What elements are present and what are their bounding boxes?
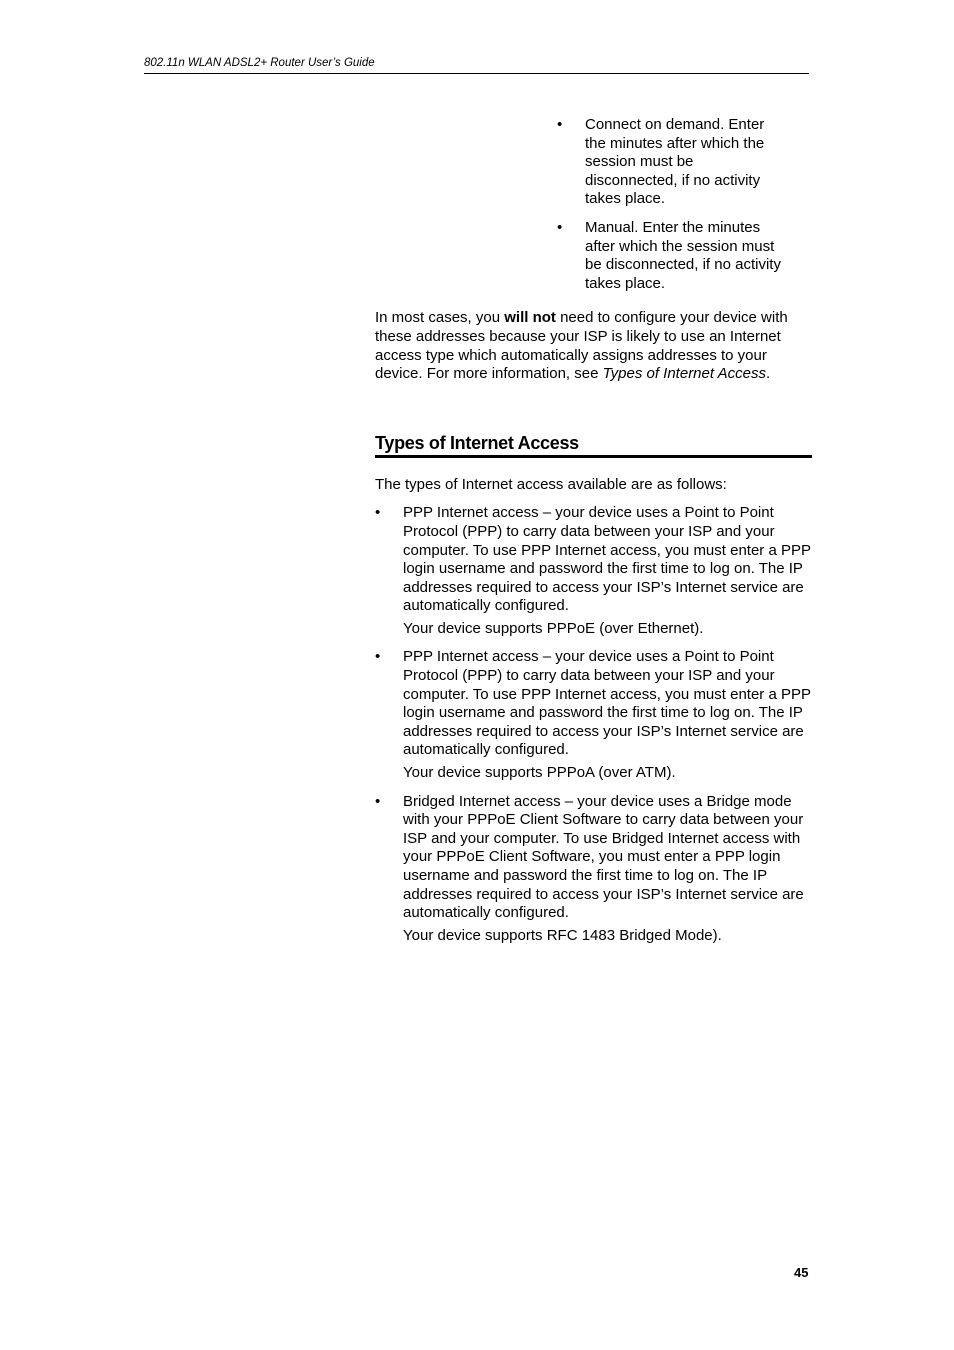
list-item — [375, 793, 812, 946]
bullet-icon: • — [375, 792, 381, 810]
page-number: 45 — [794, 1265, 809, 1280]
bullet-icon: • — [557, 116, 563, 133]
list-item-text: Bridged Internet access – your device uses a Bridge mode with your PPPoE Client Software to carry data between your ISP and your computer. To use Bridged Internet access with your PPPoE Client Software, you must enter a PPP login username and password the first time to log on. The IP addresses required to access your ISP’s Internet service are automatically configured. — [403, 792, 804, 922]
intro-text: . — [766, 365, 771, 383]
intro-text: need to configure your device with these addresses because your ISP is likely to use an Internet access type which automatically assigns addresses to your device. For more information, see — [375, 309, 788, 383]
intro-emphasis: will not — [504, 309, 556, 327]
bullet-icon: • — [375, 504, 381, 522]
page-content — [375, 116, 812, 955]
section-heading: Types of Internet Access — [375, 432, 812, 458]
list-item-text: PPP Internet access – your device uses a Point to Point Protocol (PPP) to carry data between your ISP and your computer. To use PPP Internet access, you must enter a PPP login username and password the first time to log on. The IP addresses required to access your ISP’s Internet service are automatically configured. — [403, 504, 811, 615]
list-item — [375, 504, 812, 638]
bullet-icon: • — [557, 218, 563, 236]
list-item-note: Your device supports RFC 1483 Bridged Mode). — [403, 926, 722, 944]
list-item — [375, 648, 812, 782]
session-mode-list — [557, 116, 789, 293]
list-item — [557, 116, 789, 209]
cross-reference-link[interactable]: Types of Internet Access — [602, 365, 766, 383]
running-header: 802.11n WLAN ADSL2+ Router User’s Guide — [144, 55, 809, 74]
section-lead: The types of Internet access available are as follows: — [375, 475, 727, 493]
list-item-text: Connect on demand. Enter the minutes after which the session must be disconnected, if no activity takes place. — [585, 116, 765, 208]
bullet-icon: • — [375, 648, 381, 666]
list-item-text: Manual. Enter the minutes after which the session must be disconnected, if no activity takes place. — [585, 218, 781, 292]
list-item-note: Your device supports PPPoA (over ATM). — [403, 764, 676, 782]
intro-paragraph — [375, 309, 812, 383]
list-item-note: Your device supports PPPoE (over Ethernet). — [403, 619, 704, 637]
access-types-list — [375, 504, 812, 945]
intro-text: In most cases, you — [375, 309, 505, 327]
list-item — [557, 219, 789, 293]
list-item-text: PPP Internet access – your device uses a Point to Point Protocol (PPP) to carry data between your ISP and your computer. To use PPP Internet access, you must enter a PPP login username and password the first time to log on. The IP addresses required to access your ISP’s Internet service are automatically configured. — [403, 648, 811, 759]
